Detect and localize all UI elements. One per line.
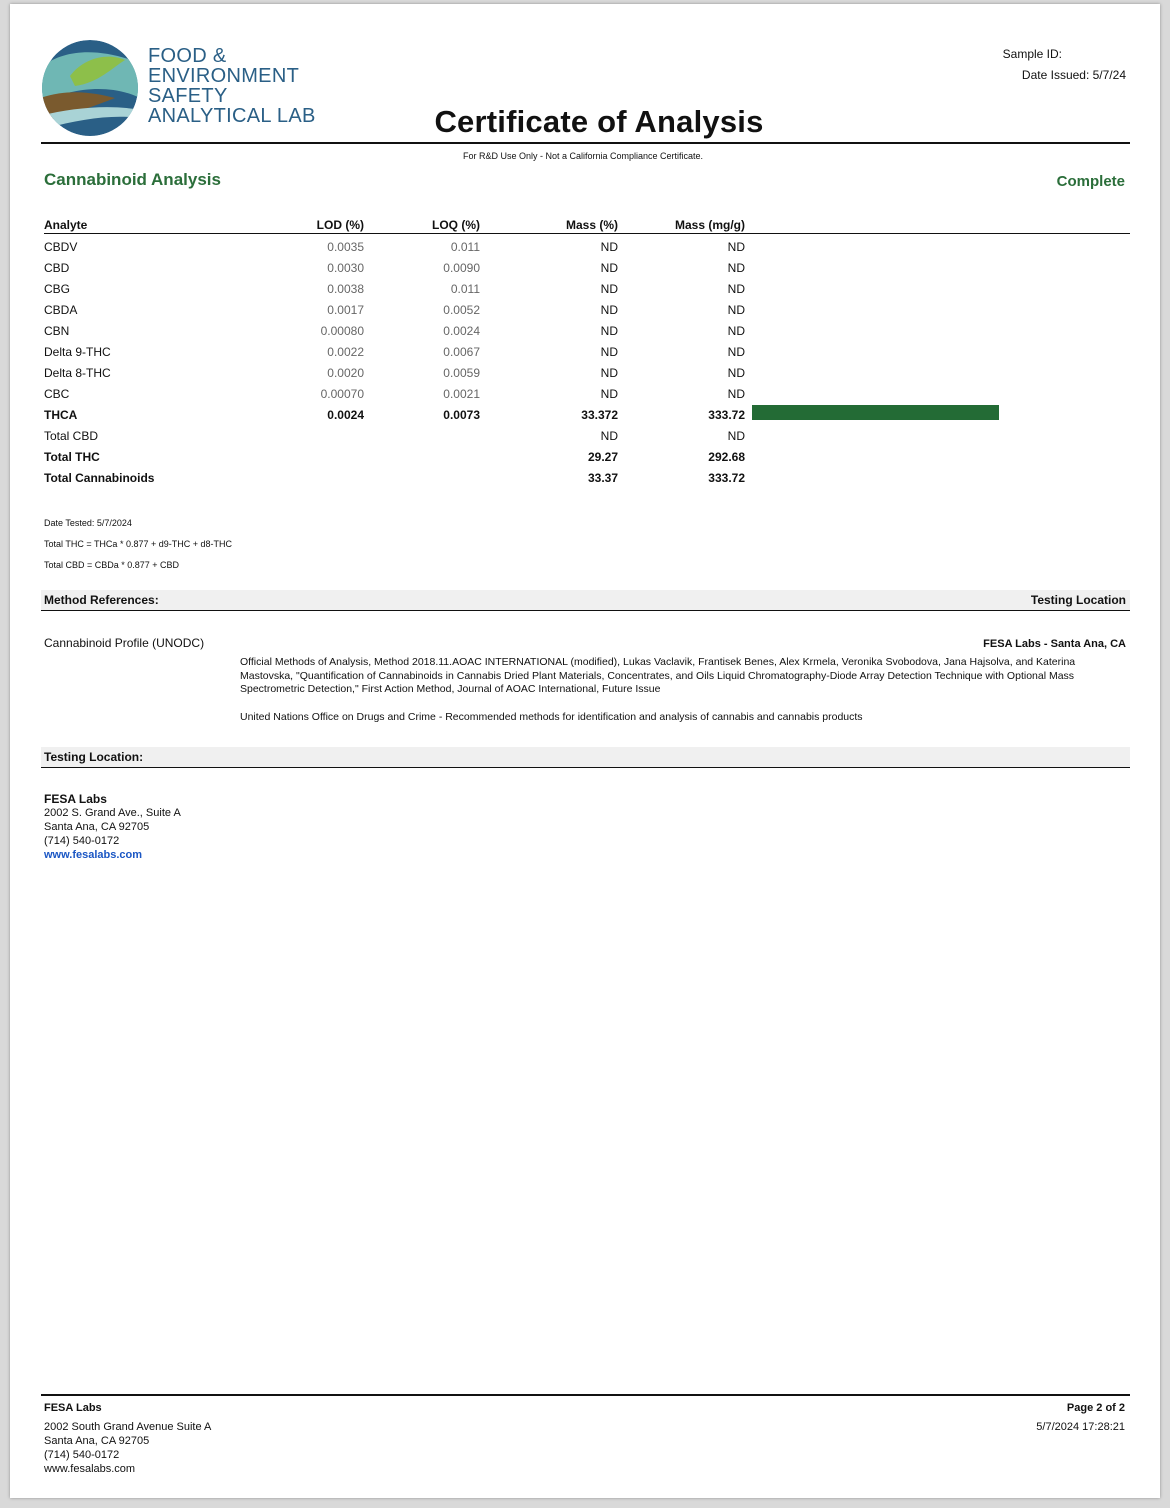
loq-cell: 0.0073 — [443, 408, 480, 422]
test-notes — [44, 513, 232, 576]
mass-pct-cell: ND — [600, 303, 618, 317]
method-location: FESA Labs - Santa Ana, CA — [983, 638, 1126, 650]
analyte-cell: CBD — [44, 261, 70, 275]
date-issued: Date Issued: 5/7/24 — [1021, 68, 1126, 82]
analyte-cell: CBDA — [44, 303, 78, 317]
column-header-loq: LOQ (%) — [432, 218, 480, 232]
loq-cell: 0.0021 — [443, 387, 480, 401]
analyte-cell: Total CBD — [44, 429, 99, 443]
table-row — [44, 281, 1130, 302]
method-references-label: Method References: — [44, 593, 159, 607]
mass-pct-cell: 29.27 — [587, 450, 618, 464]
mass-mg-cell: ND — [727, 387, 745, 401]
lod-cell: 0.0038 — [327, 282, 364, 296]
loq-cell: 0.0052 — [443, 303, 480, 317]
mass-pct-cell: ND — [600, 282, 618, 296]
method-description-unodc: United Nations Office on Drugs and Crime - Recommended methods for identification and analysis of cannabis and cannabis products — [240, 711, 863, 723]
testing-location-header — [41, 747, 1130, 768]
lab-address-line2: Santa Ana, CA 92705 — [44, 821, 150, 833]
note-date-tested: Date Tested: 5/7/2024 — [44, 518, 132, 528]
lab-website-link[interactable]: www.fesalabs.com — [44, 849, 143, 861]
mass-mg-cell: ND — [727, 282, 745, 296]
status-badge: Complete — [1056, 173, 1125, 190]
lab-address — [44, 792, 181, 862]
mass-mg-cell: ND — [727, 429, 745, 443]
note-total-cbd: Total CBD = CBDa * 0.877 + CBD — [44, 560, 180, 570]
mass-pct-cell: ND — [600, 429, 618, 443]
mass-mg-cell: ND — [727, 261, 745, 275]
testing-location-label: Testing Location — [1030, 593, 1126, 607]
concentration-bar — [752, 405, 999, 420]
analyte-cell: CBDV — [44, 240, 78, 254]
table-row — [44, 428, 1130, 449]
mass-mg-cell: ND — [727, 324, 745, 338]
footer-phone: (714) 540-0172 — [44, 1449, 120, 1461]
lab-phone: (714) 540-0172 — [44, 835, 120, 847]
table-row — [44, 323, 1130, 344]
mass-pct-cell: ND — [600, 261, 618, 275]
loq-cell: 0.011 — [450, 240, 480, 254]
mass-pct-cell: 33.372 — [581, 408, 618, 422]
footer-meta — [1036, 1401, 1125, 1434]
sample-id-label: Sample ID: — [1002, 47, 1062, 61]
mass-pct-cell: ND — [600, 240, 618, 254]
lab-address-line1: 2002 S. Grand Ave., Suite A — [44, 807, 181, 819]
lod-cell: 0.0030 — [327, 261, 364, 275]
mass-mg-cell: ND — [727, 240, 745, 254]
table-row — [44, 407, 1130, 428]
footer-address-line1: 2002 South Grand Avenue Suite A — [44, 1421, 212, 1433]
testing-location-heading: Testing Location: — [44, 750, 144, 764]
mass-pct-cell: ND — [600, 387, 618, 401]
logo-line: FOOD & — [148, 45, 227, 67]
mass-mg-cell: 292.68 — [708, 450, 745, 464]
mass-mg-cell: 333.72 — [708, 471, 745, 485]
table-row — [44, 365, 1130, 386]
table-row — [44, 449, 1130, 470]
column-header-mass-pct: Mass (%) — [565, 218, 618, 232]
footer-address-line2: Santa Ana, CA 92705 — [44, 1435, 150, 1447]
loq-cell: 0.0024 — [443, 324, 480, 338]
loq-cell: 0.0067 — [443, 345, 480, 359]
note-total-thc: Total THC = THCa * 0.877 + d9-THC + d8-THC — [44, 539, 232, 549]
column-header-analyte: Analyte — [44, 218, 88, 232]
table-row — [44, 386, 1130, 407]
table-row — [44, 470, 1130, 491]
logo-line: SAFETY — [148, 85, 228, 107]
logo-line: ENVIRONMENT — [148, 65, 300, 87]
method-description: Official Methods of Analysis, Method 2018.11.AOAC INTERNATIONAL (modified), Lukas Vaclavik, Frantisek Benes, Alex Krmela, Veronika Svobodova, Jana Hajsolva, and Katerina Mastovska, "Quantification of Cannabinoids in Cannabis Dried Plant Materials, Concentrates, and Oils Liquid Chromatography-Diode Array Detection Technique with Optional Mass Spectrometric Detection," First Action Method, Journal of AOAC International, Future Issue — [240, 656, 1076, 695]
analyte-cell: Total THC — [44, 450, 100, 464]
mass-pct-cell: ND — [600, 366, 618, 380]
loq-cell: 0.011 — [450, 282, 480, 296]
lod-cell: 0.0020 — [327, 366, 364, 380]
analyte-cell: THCA — [44, 408, 78, 422]
table-row — [44, 260, 1130, 281]
analyte-cell: Delta 9-THC — [44, 345, 111, 359]
logo-line: ANALYTICAL LAB — [148, 105, 316, 127]
table-row — [44, 344, 1130, 365]
mass-mg-cell: ND — [727, 303, 745, 317]
lod-cell: 0.0022 — [327, 345, 364, 359]
table-row — [44, 239, 1130, 260]
results-table — [44, 217, 1130, 491]
page-number: Page 2 of 2 — [1066, 1402, 1125, 1414]
column-header-mass-mg: Mass (mg/g) — [674, 218, 745, 232]
method-references-header — [41, 590, 1130, 611]
footer-address — [44, 1401, 211, 1476]
lod-cell: 0.00080 — [320, 324, 364, 338]
mass-pct-cell: ND — [600, 345, 618, 359]
analyte-cell: Total Cannabinoids — [44, 471, 155, 485]
mass-mg-cell: 333.72 — [708, 408, 745, 422]
analyte-cell: CBN — [44, 324, 70, 338]
footer-lab-name: FESA Labs — [44, 1402, 102, 1414]
analyte-cell: CBG — [44, 282, 71, 296]
table-row — [44, 302, 1130, 323]
lab-name: FESA Labs — [44, 792, 107, 806]
title-text: Certificate of Analysis — [434, 104, 764, 139]
analyte-cell: Delta 8-THC — [44, 366, 111, 380]
table-body — [44, 239, 1130, 491]
loq-cell: 0.0090 — [443, 261, 480, 275]
mass-pct-cell: ND — [600, 324, 618, 338]
mass-mg-cell: ND — [727, 366, 745, 380]
section-title: Cannabinoid Analysis — [44, 170, 221, 189]
table-header — [44, 217, 1130, 234]
lod-cell: 0.0024 — [327, 408, 364, 422]
footer-divider — [41, 1394, 1130, 1396]
footer-timestamp: 5/7/2024 17:28:21 — [1036, 1421, 1125, 1433]
header-divider — [41, 142, 1130, 144]
mass-pct-cell: 33.37 — [587, 471, 618, 485]
lod-cell: 0.0017 — [327, 303, 364, 317]
page-title — [10, 104, 1156, 140]
compliance-note: For R&D Use Only - Not a California Compliance Certificate. — [462, 151, 704, 161]
lod-cell: 0.0035 — [327, 240, 364, 254]
sample-info — [1003, 44, 1126, 86]
lod-cell: 0.00070 — [320, 387, 364, 401]
analyte-cell: CBC — [44, 387, 70, 401]
mass-mg-cell: ND — [727, 345, 745, 359]
method-name: Cannabinoid Profile (UNODC) — [44, 636, 205, 650]
footer-website: www.fesalabs.com — [44, 1463, 136, 1475]
loq-cell: 0.0059 — [443, 366, 480, 380]
document-page — [10, 4, 1160, 1498]
column-header-lod: LOD (%) — [316, 218, 364, 232]
